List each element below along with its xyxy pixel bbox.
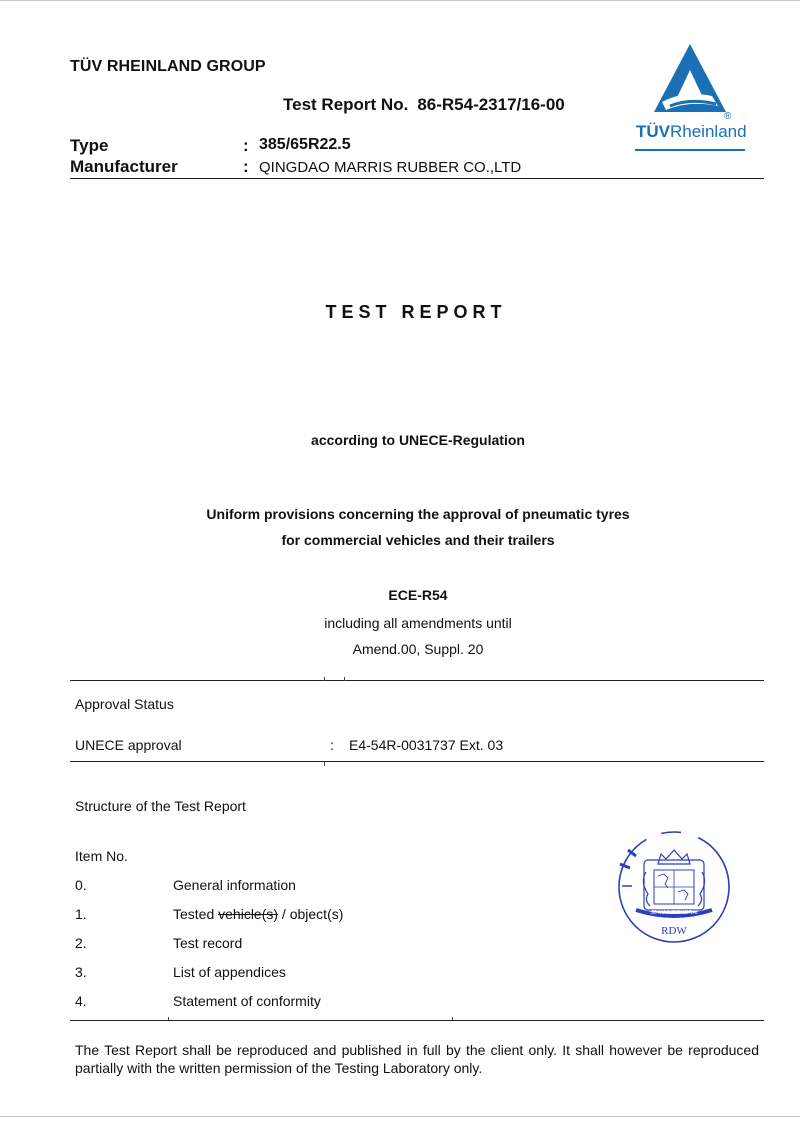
type-label: Type bbox=[70, 136, 109, 155]
rdw-stamp-icon bbox=[612, 824, 734, 950]
page-top-border bbox=[0, 0, 800, 1]
logo-wordmark bbox=[636, 122, 747, 142]
item-no-heading: Item No. bbox=[75, 848, 128, 864]
manufacturer-label: Manufacturer bbox=[70, 157, 178, 176]
logo-text-regular: Rheinland bbox=[670, 122, 747, 141]
manufacturer-separator: : bbox=[243, 157, 249, 176]
according-text: according to UNECE-Regulation bbox=[311, 432, 525, 448]
structure-item-label: Test record bbox=[173, 935, 243, 951]
unece-approval-value: E4-54R-0031737 Ext. 03 bbox=[349, 737, 504, 753]
divider-tick bbox=[324, 677, 325, 681]
structure-item-number: 3. bbox=[75, 964, 87, 980]
type-separator: : bbox=[243, 136, 249, 155]
manufacturer-value: QINGDAO MARRIS RUBBER CO.,LTD bbox=[259, 159, 522, 176]
unece-approval-separator: : bbox=[330, 737, 334, 753]
structure-item-label: General information bbox=[173, 877, 296, 893]
divider-tick bbox=[324, 762, 325, 766]
report-number bbox=[283, 95, 565, 115]
structure-bottom-divider bbox=[70, 1020, 764, 1021]
structure-item-number: 0. bbox=[75, 877, 87, 893]
stamp-motto: JE MAINTIENDRAI bbox=[650, 910, 698, 916]
report-number-value: 86-R54-2317/16-00 bbox=[417, 95, 565, 114]
including-text: including all amendments until bbox=[324, 615, 512, 631]
logo-registered-mark: ® bbox=[724, 111, 732, 122]
type-value: 385/65R22.5 bbox=[259, 136, 351, 153]
reproduction-notice: The Test Report shall be reproduced and published in full by the client only. It shall however be reproduced partially with the written permission of the Testing Laboratory only. bbox=[75, 1042, 759, 1076]
uniform-provisions-line-1: Uniform provisions concerning the approval of pneumatic tyres bbox=[206, 506, 630, 522]
structure-heading: Structure of the Test Report bbox=[75, 798, 246, 814]
divider-tick bbox=[344, 677, 345, 681]
structure-item-label-struck: vehicle(s) bbox=[218, 906, 279, 922]
stamp-name: RDW bbox=[661, 925, 687, 937]
structure-item-number: 1. bbox=[75, 906, 87, 922]
approval-bottom-divider bbox=[70, 761, 764, 762]
structure-item-number: 4. bbox=[75, 993, 87, 1009]
logo-underline bbox=[635, 149, 745, 151]
header-divider bbox=[70, 178, 764, 179]
approval-status-heading: Approval Status bbox=[75, 696, 174, 712]
structure-item-label: Statement of conformity bbox=[173, 993, 321, 1009]
logo-text-bold: TÜV bbox=[636, 122, 670, 141]
structure-item-label bbox=[173, 906, 343, 922]
tuv-rheinland-logo bbox=[632, 40, 748, 156]
structure-item-label-post: / object(s) bbox=[278, 906, 344, 922]
amendment-text: Amend.00, Suppl. 20 bbox=[352, 641, 484, 657]
report-number-label: Test Report No. bbox=[283, 95, 409, 114]
uniform-provisions-line-2: for commercial vehicles and their trailers bbox=[281, 532, 555, 548]
unece-approval-label: UNECE approval bbox=[75, 737, 182, 753]
structure-item-label: List of appendices bbox=[173, 964, 286, 980]
regulation-name: ECE-R54 bbox=[388, 587, 448, 603]
rdw-stamp bbox=[612, 824, 734, 950]
page-bottom-border bbox=[0, 1116, 800, 1117]
group-name: TÜV RHEINLAND GROUP bbox=[70, 58, 266, 75]
structure-item-label-pre: Tested bbox=[173, 906, 219, 922]
approval-top-divider bbox=[70, 680, 764, 681]
structure-item-number: 2. bbox=[75, 935, 87, 951]
document-title: TEST REPORT bbox=[325, 302, 507, 322]
